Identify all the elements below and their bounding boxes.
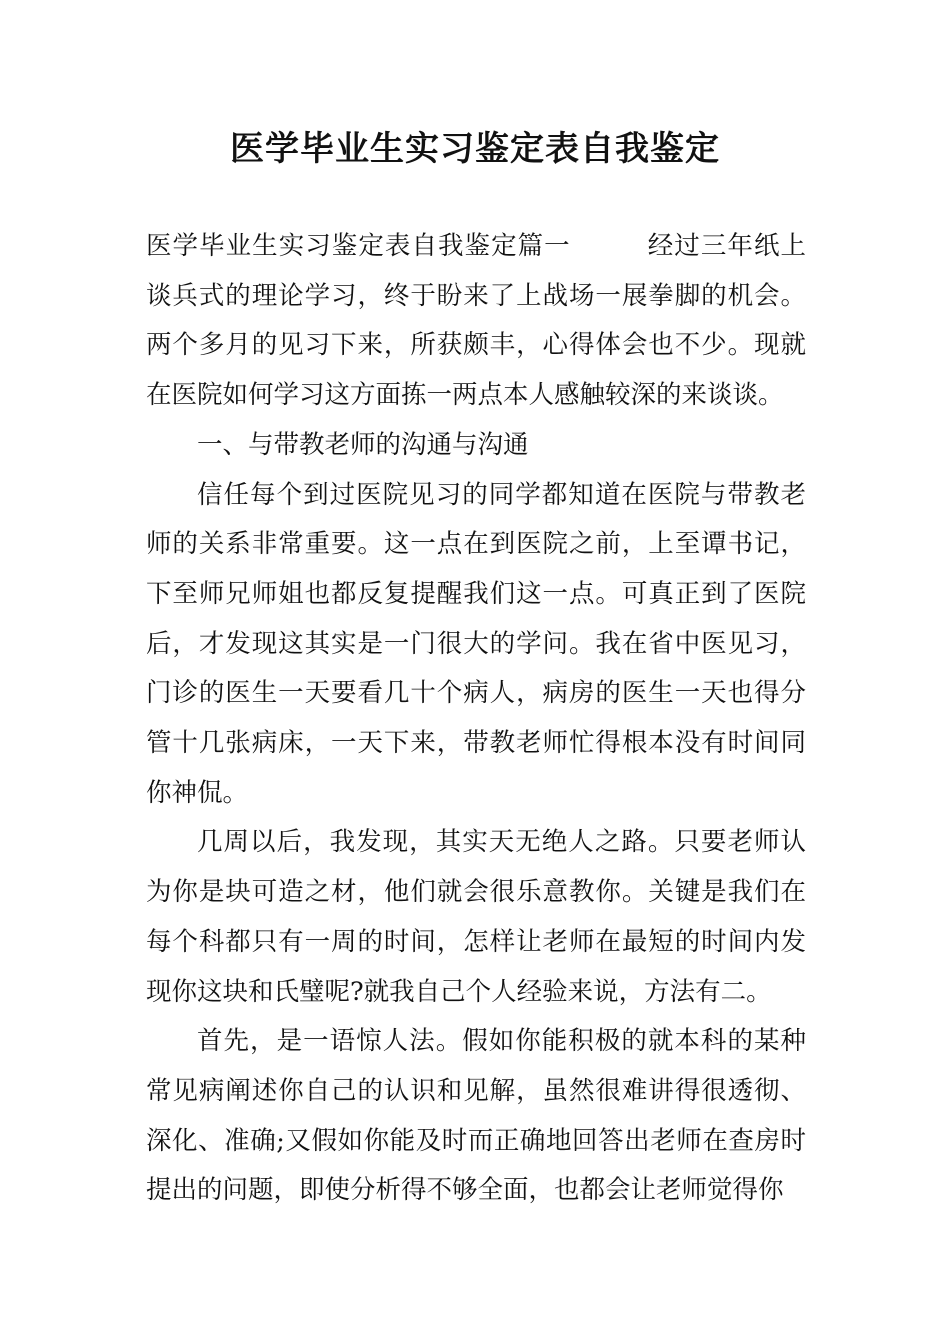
paragraph-subheading: 一、与带教老师的沟通与沟通 bbox=[197, 429, 529, 460]
paragraph: 几周以后，我发现，其实天无绝人之路。只要老师认为你是块可造之材，他们就会很乐意教你。关键是我们在每个科都只有一周的时间，怎样让老师在最短的时间内发现你这块和氏璧呢?就我自己个人经验来说，方法有二。 bbox=[146, 827, 806, 1007]
paragraph-intro bbox=[146, 222, 806, 421]
section-heading: 医学毕业生实习鉴定表自我鉴定篇一 bbox=[146, 231, 571, 261]
document-title: 医学毕业生实习鉴定表自我鉴定 bbox=[230, 129, 720, 169]
paragraph: 信任每个到过医院见习的同学都知道在医院与带教老师的关系非常重要。这一点在到医院之前，上至谭书记，下至师兄师姐也都反复提醒我们这一点。可真正到了医院后，才发现这其实是一门很大的学问。我在省中医见习，门诊的医生一天要看几十个病人，病房的医生一天也得分管十几张病床，一天下来，带教老师忙得根本没有时间同你神侃。 bbox=[146, 479, 806, 808]
paragraph-text: 经过三年纸上谈兵式的理论学习，终于盼来了上战场一展拳脚的机会。两个多月的见习下来，所获颇丰，心得体会也不少。现就在医院如何学习这方面拣一两点本人感触较深的来谈谈。 bbox=[146, 231, 806, 411]
document-body bbox=[146, 222, 806, 1216]
paragraph: 首先，是一语惊人法。假如你能积极的就本科的某种常见病阐述你自己的认识和见解，虽然很难讲得很透彻、深化、准确;又假如你能及时而正确地回答出老师在查房时提出的问题，即使分析得不够全面，也都会让老师觉得你 bbox=[146, 1026, 806, 1206]
